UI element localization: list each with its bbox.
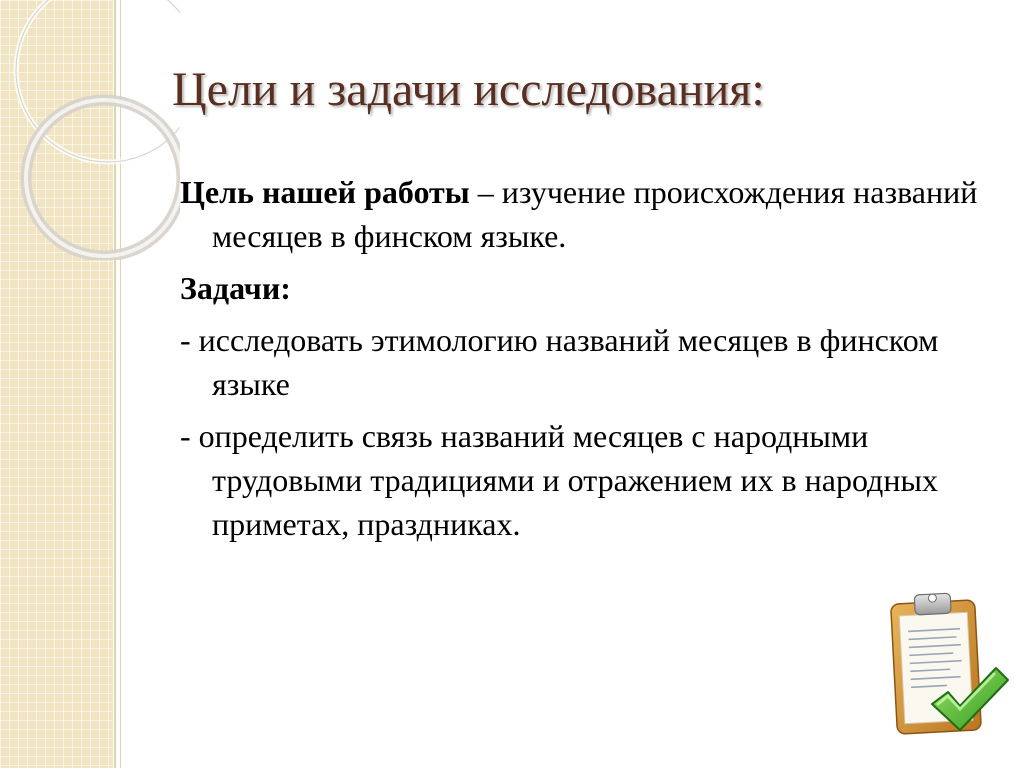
- decorative-rings: [0, 0, 180, 260]
- goal-label: Цель нашей работы: [180, 174, 470, 210]
- goal-text: – изучение происхождения названий месяцев в финском языке.: [212, 174, 978, 254]
- task-item: - определить связь названий месяцев с народными трудовыми традициями и отражением их в народных приметах, праздниках.: [180, 418, 938, 542]
- goal-paragraph: [180, 170, 990, 258]
- clipboard-checkmark-icon: [880, 588, 1012, 744]
- task-item: - исследовать этимологию названий месяцев в финском языке: [180, 322, 939, 402]
- tasks-heading: Задачи:: [180, 270, 291, 306]
- slide-body: [180, 170, 990, 546]
- decorative-ring-highlight: [26, 100, 180, 256]
- slide-title: Цели и задачи исследования:: [172, 63, 765, 116]
